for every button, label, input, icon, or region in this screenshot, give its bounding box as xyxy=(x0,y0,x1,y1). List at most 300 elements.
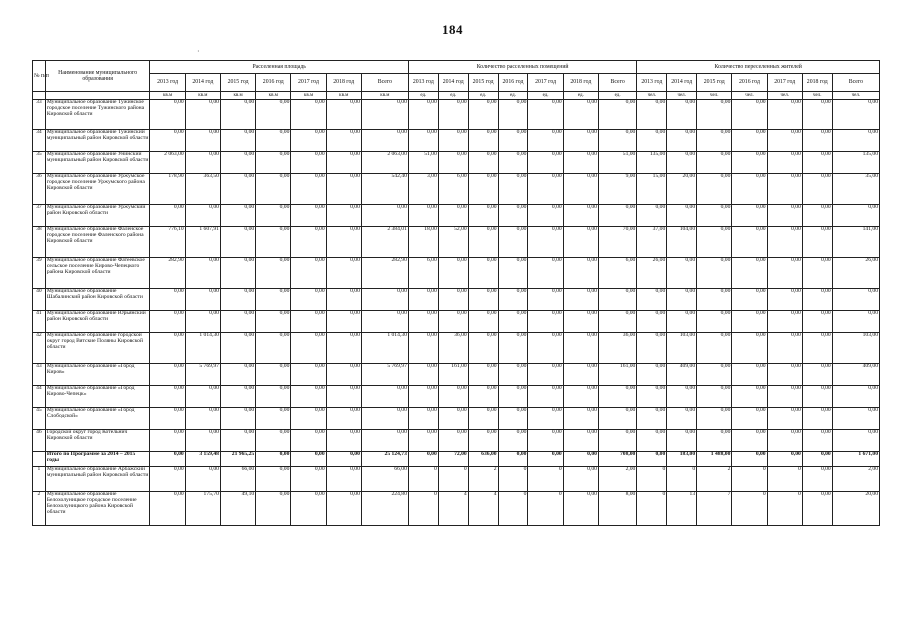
residents-value: 0,00 xyxy=(732,452,767,467)
municipality-name: Муниципальное образование городской округ город Вятские Поляны Кировской области xyxy=(45,333,150,364)
residents-value: 0,00 xyxy=(732,152,767,174)
rooms-value: 0,00 xyxy=(528,386,563,408)
rooms-value: 0,00 xyxy=(528,100,563,130)
rooms-value: 0,00 xyxy=(498,100,528,130)
residents-value: 0,00 xyxy=(697,258,732,289)
residents-value: 0,00 xyxy=(832,289,879,311)
residents-value: 0,00 xyxy=(697,311,732,333)
rooms-value: 0,00 xyxy=(468,289,498,311)
rooms-value: 0,00 xyxy=(528,311,563,333)
row-number: 38 xyxy=(33,227,46,258)
area-value: 0,00 xyxy=(150,205,185,227)
area-value: 5 769,97 xyxy=(361,364,408,386)
table-row xyxy=(33,364,880,386)
residents-value: 7 xyxy=(697,492,732,526)
rooms-value: 36,00 xyxy=(438,333,468,364)
residents-value: 0 xyxy=(767,467,802,492)
table-row xyxy=(33,408,880,430)
residents-value: 0,00 xyxy=(802,227,832,258)
rooms-value: 0 xyxy=(498,492,528,526)
unit-residents: чел. xyxy=(767,92,802,100)
area-value: 0,00 xyxy=(291,311,326,333)
municipality-name: Муниципальное образование Уржумский район Кировской области xyxy=(45,205,150,227)
area-value: 0,00 xyxy=(256,364,291,386)
rooms-value: 0,00 xyxy=(598,311,636,333)
rooms-value: 0,00 xyxy=(408,452,438,467)
area-value: 0,00 xyxy=(291,408,326,430)
area-value: 175,70 xyxy=(185,492,220,526)
rooms-value: 0,00 xyxy=(563,311,598,333)
scan-speck: · xyxy=(197,47,200,56)
area-value: 5 769,97 xyxy=(185,364,220,386)
residents-value: 0,00 xyxy=(802,452,832,467)
residents-value: 0,00 xyxy=(802,311,832,333)
residents-value: 0,00 xyxy=(637,130,667,152)
rooms-value: 4 xyxy=(438,492,468,526)
area-value: 0,00 xyxy=(361,408,408,430)
residents-value: 0,00 xyxy=(667,289,697,311)
rooms-value: 0,00 xyxy=(528,289,563,311)
rooms-value: 3,00 xyxy=(408,174,438,205)
rooms-value: 2,00 xyxy=(598,467,636,492)
residents-value: 0,00 xyxy=(767,130,802,152)
rooms-value: 0,00 xyxy=(408,205,438,227)
municipality-name: Муниципальное образование Арбажский муниципальный район Кировской области xyxy=(45,467,150,492)
residents-value: 0,00 xyxy=(802,492,832,526)
rooms-value: 0,00 xyxy=(468,174,498,205)
header-year-area-1: 2014 год xyxy=(185,74,220,92)
rooms-value: 0 xyxy=(528,492,563,526)
area-value: 0,00 xyxy=(361,386,408,408)
area-value: 0,00 xyxy=(220,258,255,289)
residents-value: 0,00 xyxy=(697,386,732,408)
rooms-value: 636,00 xyxy=(468,452,498,467)
area-value: 0,00 xyxy=(220,100,255,130)
residents-value: 0,00 xyxy=(767,333,802,364)
residents-value: 0,00 xyxy=(767,364,802,386)
area-value: 0,00 xyxy=(185,258,220,289)
municipality-name: Муниципальное образование Унинский муниципальный район Кировской области xyxy=(45,152,150,174)
rooms-value: 0,00 xyxy=(468,205,498,227)
area-value: 0,00 xyxy=(220,205,255,227)
area-value: 0,00 xyxy=(185,289,220,311)
rooms-value: 0,00 xyxy=(468,152,498,174)
header-year-rooms-5: 2018 год xyxy=(563,74,598,92)
header-year-rooms-1: 2014 год xyxy=(438,74,468,92)
municipality-name: Муниципальное образование Фатеевское сельское поселение Кирово-Чепецкого района Кировской области xyxy=(45,258,150,289)
residents-value: 15,00 xyxy=(637,174,667,205)
area-value: 0,00 xyxy=(326,333,361,364)
area-value: 282,90 xyxy=(361,258,408,289)
rooms-value: 0,00 xyxy=(528,333,563,364)
residents-value: 0,00 xyxy=(697,408,732,430)
rooms-value: 0,00 xyxy=(408,386,438,408)
rooms-value: 0,00 xyxy=(468,430,498,452)
table-row xyxy=(33,152,880,174)
rooms-value: 0,00 xyxy=(498,452,528,467)
residents-value: 0,00 xyxy=(832,386,879,408)
rooms-value: 0 xyxy=(408,467,438,492)
residents-value: 0 xyxy=(767,492,802,526)
residents-value: 0,00 xyxy=(637,289,667,311)
residents-value: 0,00 xyxy=(697,333,732,364)
residents-value: 0,00 xyxy=(767,227,802,258)
residents-value: 0,00 xyxy=(802,289,832,311)
residents-value: 0,00 xyxy=(667,311,697,333)
area-value: 0,00 xyxy=(150,492,185,526)
residents-value: 0,00 xyxy=(732,227,767,258)
area-value: 66,00 xyxy=(220,467,255,492)
area-value: 0,00 xyxy=(220,333,255,364)
unit-residents: чел. xyxy=(667,92,697,100)
residents-value: 13 xyxy=(667,492,697,526)
rooms-value: 0,00 xyxy=(563,492,598,526)
residents-value: 0,00 xyxy=(637,100,667,130)
residents-value: 0,00 xyxy=(732,386,767,408)
rooms-value: 0,00 xyxy=(468,100,498,130)
rooms-value: 0,00 xyxy=(468,227,498,258)
unit-residents: чел. xyxy=(637,92,667,100)
area-value: 0,00 xyxy=(361,289,408,311)
rooms-value: 0,00 xyxy=(528,430,563,452)
residents-value: 0 xyxy=(637,492,667,526)
rooms-value: 0,00 xyxy=(598,205,636,227)
header-year-residents-3: 2016 год xyxy=(732,74,767,92)
area-value: 0,00 xyxy=(291,364,326,386)
area-value: 0,00 xyxy=(326,311,361,333)
residents-value: 0,00 xyxy=(637,311,667,333)
residents-value: 0,00 xyxy=(832,130,879,152)
residents-value: 0,00 xyxy=(802,100,832,130)
residents-value: 0,00 xyxy=(667,152,697,174)
table-row xyxy=(33,311,880,333)
row-number: 1 xyxy=(33,467,46,492)
area-value: 0,00 xyxy=(185,467,220,492)
rooms-value: 0,00 xyxy=(498,289,528,311)
rooms-value: 0,00 xyxy=(598,386,636,408)
header-year-area-6: Всего xyxy=(361,74,408,92)
residents-value: 0,00 xyxy=(767,386,802,408)
table-row xyxy=(33,227,880,258)
residents-value: 0,00 xyxy=(697,152,732,174)
area-value: 0,00 xyxy=(256,227,291,258)
area-value: 0,00 xyxy=(326,205,361,227)
header-year-rooms-6: Всего xyxy=(598,74,636,92)
row-number: 2 xyxy=(33,492,46,526)
residents-value: 0,00 xyxy=(667,430,697,452)
rooms-value: 0,00 xyxy=(563,174,598,205)
residents-value: 0,00 xyxy=(802,152,832,174)
area-value: 0,00 xyxy=(361,430,408,452)
rooms-value: 0,00 xyxy=(438,430,468,452)
rooms-value: 0,00 xyxy=(598,430,636,452)
area-value: 0,00 xyxy=(256,452,291,467)
unit-area: кв.м xyxy=(326,92,361,100)
rooms-value: 0,00 xyxy=(438,205,468,227)
municipality-name: Итого по Программе за 2014 – 2015 годы xyxy=(45,452,150,467)
row-number: 44 xyxy=(33,386,46,408)
area-value: 776,10 xyxy=(150,227,185,258)
rooms-value: 0,00 xyxy=(408,408,438,430)
residents-value: 0,00 xyxy=(832,311,879,333)
area-value: 0,00 xyxy=(291,430,326,452)
area-value: 0,00 xyxy=(291,205,326,227)
area-value: 0,00 xyxy=(291,492,326,526)
area-value: 0,00 xyxy=(326,227,361,258)
residents-value: 0,00 xyxy=(732,130,767,152)
rooms-value: 0,00 xyxy=(468,311,498,333)
rooms-value: 0,00 xyxy=(563,227,598,258)
header-year-rooms-4: 2017 год xyxy=(528,74,563,92)
area-value: 49,10 xyxy=(220,492,255,526)
table-body xyxy=(33,92,880,526)
rooms-value: 0,00 xyxy=(438,311,468,333)
rooms-value: 9,00 xyxy=(598,174,636,205)
area-value: 0,00 xyxy=(185,152,220,174)
rooms-value: 70,00 xyxy=(598,227,636,258)
table-row xyxy=(33,467,880,492)
rooms-value: 0,00 xyxy=(598,408,636,430)
header-year-rooms-0: 2013 год xyxy=(408,74,438,92)
rooms-value: 0,00 xyxy=(408,289,438,311)
area-value: 0,00 xyxy=(326,174,361,205)
area-value: 25 124,73 xyxy=(361,452,408,467)
rooms-value: 0 xyxy=(498,467,528,492)
residents-value: 0,00 xyxy=(832,430,879,452)
table-row xyxy=(33,430,880,452)
municipality-name: Муниципальное образование «Город Кирово-Чепецк» xyxy=(45,386,150,408)
rooms-value: 0,00 xyxy=(563,100,598,130)
rooms-value: 0,00 xyxy=(563,152,598,174)
area-value: 0,00 xyxy=(326,408,361,430)
area-value: 0,00 xyxy=(220,311,255,333)
rooms-value: 0,00 xyxy=(498,408,528,430)
residents-value: 0,00 xyxy=(732,311,767,333)
rooms-value: 0,00 xyxy=(438,289,468,311)
area-value: 0,00 xyxy=(291,467,326,492)
area-value: 0,00 xyxy=(291,452,326,467)
residents-value: 0,00 xyxy=(767,152,802,174)
area-value: 224,80 xyxy=(361,492,408,526)
municipality-name: Муниципальное образование Тужинский муниципальный район Кировской области xyxy=(45,130,150,152)
residents-value: 0,00 xyxy=(667,100,697,130)
unit-rooms: ед. xyxy=(498,92,528,100)
rooms-value: 0,00 xyxy=(498,258,528,289)
header-group-residents: Количество переселенных жителей xyxy=(637,61,880,74)
rooms-value: 0,00 xyxy=(468,333,498,364)
residents-value: 0,00 xyxy=(802,174,832,205)
area-value: 178,90 xyxy=(150,174,185,205)
residents-value: 0,00 xyxy=(667,130,697,152)
rooms-value: 0,00 xyxy=(408,364,438,386)
row-number: 35 xyxy=(33,152,46,174)
unit-area: кв.м xyxy=(220,92,255,100)
residents-value: 0,00 xyxy=(637,205,667,227)
rooms-value: 0,00 xyxy=(438,152,468,174)
rooms-value: 0,00 xyxy=(468,364,498,386)
rooms-value: 36,00 xyxy=(598,333,636,364)
area-value: 0,00 xyxy=(326,289,361,311)
residents-value: 135,00 xyxy=(637,152,667,174)
units-row xyxy=(33,92,880,100)
residents-value: 0,00 xyxy=(732,289,767,311)
area-value: 0,00 xyxy=(326,100,361,130)
area-value: 0,00 xyxy=(256,174,291,205)
page-number: 184 xyxy=(442,22,463,37)
residents-value: 0,00 xyxy=(697,364,732,386)
table-row xyxy=(33,100,880,130)
residents-value: 0,00 xyxy=(767,289,802,311)
municipality-name: Городской округ город Котельнич Кировской области xyxy=(45,430,150,452)
unit-rooms: ед. xyxy=(528,92,563,100)
rooms-value: 0,00 xyxy=(498,227,528,258)
row-number: 45 xyxy=(33,408,46,430)
area-value: 0,00 xyxy=(361,205,408,227)
rooms-value: 0,00 xyxy=(563,408,598,430)
resettlement-table xyxy=(32,60,880,526)
area-value: 0,00 xyxy=(220,364,255,386)
unit-area: кв.м xyxy=(291,92,326,100)
table-row xyxy=(33,130,880,152)
residents-value: 0 xyxy=(732,467,767,492)
residents-value: 0,00 xyxy=(667,258,697,289)
rooms-value: 0,00 xyxy=(528,130,563,152)
area-value: 0,00 xyxy=(185,100,220,130)
residents-value: 0,00 xyxy=(697,205,732,227)
residents-value: 183,00 xyxy=(667,452,697,467)
residents-value: 0,00 xyxy=(732,333,767,364)
area-value: 0,00 xyxy=(150,333,185,364)
residents-value: 0,00 xyxy=(637,386,667,408)
area-value: 0,00 xyxy=(185,311,220,333)
area-value: 0,00 xyxy=(220,152,255,174)
area-value: 0,00 xyxy=(291,386,326,408)
area-value: 0,00 xyxy=(185,386,220,408)
rooms-value: 6,00 xyxy=(408,258,438,289)
area-value: 0,00 xyxy=(256,258,291,289)
rooms-value: 0 xyxy=(438,467,468,492)
residents-value: 0,00 xyxy=(767,430,802,452)
rooms-value: 2 xyxy=(468,467,498,492)
unit-area: кв.м xyxy=(185,92,220,100)
residents-value: 0,00 xyxy=(832,100,879,130)
table-row xyxy=(33,205,880,227)
unit-area: кв.м xyxy=(256,92,291,100)
area-value: 0,00 xyxy=(150,289,185,311)
area-value: 0,00 xyxy=(150,408,185,430)
area-value: 0,00 xyxy=(220,430,255,452)
residents-value: 20,00 xyxy=(832,492,879,526)
rooms-value: 0,00 xyxy=(563,333,598,364)
area-value: 0,00 xyxy=(256,289,291,311)
area-value: 0,00 xyxy=(256,492,291,526)
area-value: 0,00 xyxy=(256,386,291,408)
residents-value: 37,00 xyxy=(637,227,667,258)
rooms-value: 0,00 xyxy=(528,152,563,174)
residents-value: 141,00 xyxy=(832,227,879,258)
residents-value: 20,00 xyxy=(667,174,697,205)
residents-value: 104,00 xyxy=(667,227,697,258)
table-row xyxy=(33,258,880,289)
residents-value: 0,00 xyxy=(767,100,802,130)
residents-value: 0,00 xyxy=(667,386,697,408)
rooms-value: 51,00 xyxy=(408,152,438,174)
table-total-row xyxy=(33,452,880,467)
area-value: 0,00 xyxy=(150,311,185,333)
residents-value: 0,00 xyxy=(767,258,802,289)
residents-value: 0,00 xyxy=(637,333,667,364)
area-value: 0,00 xyxy=(291,289,326,311)
area-value: 0,00 xyxy=(256,152,291,174)
residents-value: 0,00 xyxy=(637,452,667,467)
area-value: 0,00 xyxy=(326,452,361,467)
rooms-value: 0,00 xyxy=(598,100,636,130)
rooms-value: 0,00 xyxy=(563,430,598,452)
rooms-value: 51,00 xyxy=(598,152,636,174)
header-year-residents-6: Всего xyxy=(832,74,879,92)
rooms-value: 0,00 xyxy=(498,205,528,227)
header-year-rooms-3: 2016 год xyxy=(498,74,528,92)
area-value: 0,00 xyxy=(256,333,291,364)
area-value: 0,00 xyxy=(326,258,361,289)
header-year-area-5: 2018 год xyxy=(326,74,361,92)
rooms-value: 0,00 xyxy=(563,205,598,227)
rooms-value: 161,00 xyxy=(438,364,468,386)
unit-rooms: ед. xyxy=(598,92,636,100)
area-value: 0,00 xyxy=(256,430,291,452)
area-value: 0,00 xyxy=(220,174,255,205)
table-row xyxy=(33,386,880,408)
rooms-value: 0,00 xyxy=(563,258,598,289)
residents-value: 0,00 xyxy=(732,205,767,227)
header-year-residents-1: 2014 год xyxy=(667,74,697,92)
area-value: 0,00 xyxy=(326,152,361,174)
area-value: 0,00 xyxy=(150,467,185,492)
area-value: 0,00 xyxy=(361,100,408,130)
residents-value: 0 xyxy=(637,467,667,492)
unit-residents: чел. xyxy=(832,92,879,100)
residents-value: 0,00 xyxy=(732,100,767,130)
area-value: 0,00 xyxy=(291,333,326,364)
area-value: 3 159,48 xyxy=(185,452,220,467)
row-number: 34 xyxy=(33,130,46,152)
header-year-area-3: 2016 год xyxy=(256,74,291,92)
rooms-value: 0,00 xyxy=(563,130,598,152)
residents-value: 0,00 xyxy=(832,408,879,430)
row-number: 36 xyxy=(33,174,46,205)
header-year-area-2: 2015 год xyxy=(220,74,255,92)
municipality-name: Муниципальное образование Юрьянский район Кировской области xyxy=(45,311,150,333)
unit-residents: чел. xyxy=(732,92,767,100)
rooms-value: 0,00 xyxy=(438,258,468,289)
area-value: 0,00 xyxy=(256,130,291,152)
residents-value: 0,00 xyxy=(802,205,832,227)
residents-value: 0,00 xyxy=(732,364,767,386)
rooms-value: 52,00 xyxy=(438,227,468,258)
rooms-value: 6,00 xyxy=(438,174,468,205)
rooms-value: 6,00 xyxy=(598,258,636,289)
residents-value: 0,00 xyxy=(832,205,879,227)
area-value: 0,00 xyxy=(256,467,291,492)
municipality-name: Муниципальное образование «Город Киров» xyxy=(45,364,150,386)
area-value: 1 607,91 xyxy=(185,227,220,258)
rooms-value: 0,00 xyxy=(563,364,598,386)
row-number: 43 xyxy=(33,364,46,386)
area-value: 66,00 xyxy=(361,467,408,492)
rooms-value: 0,00 xyxy=(438,100,468,130)
residents-value: 0,00 xyxy=(802,130,832,152)
municipality-name: Муниципальное образование Тужинское городское поселение Тужинского района Кировской области xyxy=(45,100,150,130)
